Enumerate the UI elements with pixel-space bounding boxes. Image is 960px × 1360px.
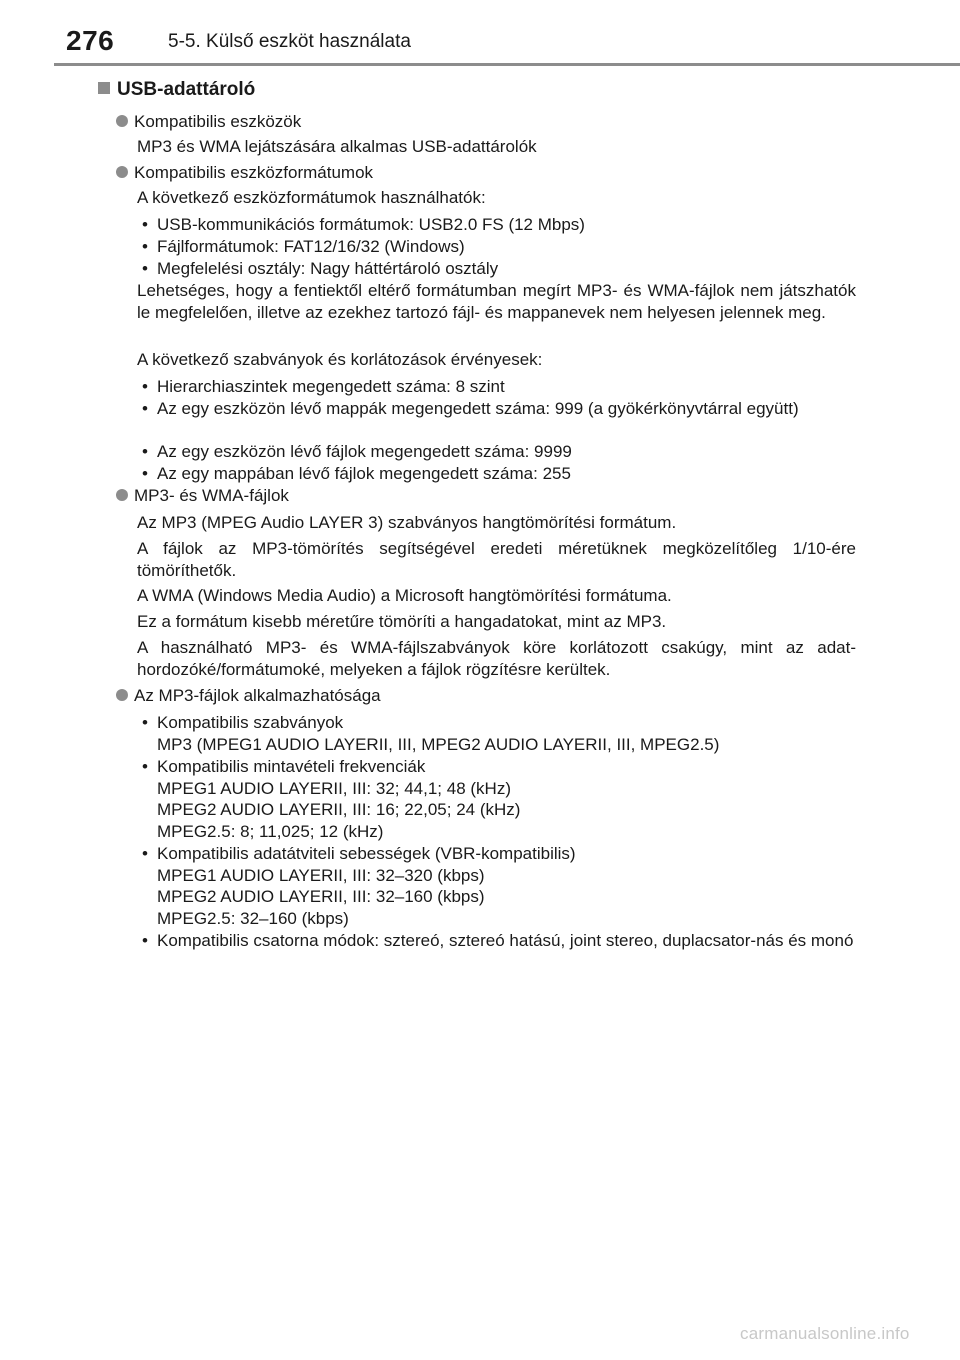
bullet-heading-compat-devices: Kompatibilis eszközök	[116, 111, 301, 133]
chapter-title: 5-5. Külső eszköt használata	[168, 31, 411, 52]
paragraph: A fájlok az MP3-tömörítés segítségével eredeti méretüknek megközelítőleg 1/10-ére tömöríthetők.	[137, 539, 856, 580]
bullet-heading-mp3-wma: MP3- és WMA-fájlok	[116, 485, 289, 507]
paragraph: A következő szabványok és korlátozások érvényesek:	[137, 350, 543, 369]
circle-bullet-icon	[116, 166, 128, 178]
square-bullet-icon	[98, 82, 110, 94]
section-title: USB-adattároló	[98, 78, 255, 102]
circle-bullet-icon	[116, 689, 128, 701]
list-item: • Az egy eszközön lévő fájlok megengedett száma: 9999	[142, 442, 572, 461]
paragraph: Az MP3 (MPEG Audio LAYER 3) szabványos hangtömörítési formátum.	[137, 513, 677, 532]
bullet-heading-formats: Kompatibilis eszközformátumok	[116, 162, 373, 184]
circle-bullet-icon	[116, 489, 128, 501]
paragraph: MP3 és WMA lejátszására alkalmas USB-adattárolók	[137, 137, 537, 156]
list-item: • Fájlformátumok: FAT12/16/32 (Windows)	[142, 237, 465, 256]
circle-bullet-icon	[116, 115, 128, 127]
paragraph: A következő eszközformátumok használhatók:	[137, 188, 486, 207]
list-item: • Az egy mappában lévő fájlok megengedett száma: 255	[142, 464, 571, 483]
list-item: • Kompatibilis adatátviteli sebességek (VBR-kompatibilis) MPEG1 AUDIO LAYERII, III: 32–320 (kbps) MPEG2 AUDIO LAYERII, III: 32–160 (kbps) MPEG2.5: 32–160 (kbps)	[142, 844, 576, 928]
watermark-text: carmanualsonline.info	[740, 1324, 910, 1343]
paragraph: A használható MP3- és WMA-fájlszabványok köre korlátozott csakúgy, mint az adat-hordozóké/formátumoké, melyeken a fájlok rögzítésre kerültek.	[137, 638, 856, 679]
header-rule	[54, 63, 960, 66]
paragraph: Ez a formátum kisebb méretűre tömöríti a hangadatokat, mint az MP3.	[137, 612, 667, 631]
page-number: 276	[66, 25, 115, 56]
list-item: • Kompatibilis csatorna módok: sztereó, sztereó hatású, joint stereo, duplacsator-nás és monó	[142, 931, 854, 950]
list-item: • Hierarchiaszintek megengedett száma: 8 szint	[142, 377, 505, 396]
list-item: • Kompatibilis mintavételi frekvenciák MPEG1 AUDIO LAYERII, III: 32; 44,1; 48 (kHz) MPEG2 AUDIO LAYERII, III: 16; 22,05; 24 (kHz) MPEG2.5: 8; 11,025; 12 (kHz)	[142, 757, 521, 841]
list-item: • Megfelelési osztály: Nagy háttértároló osztály	[142, 259, 499, 278]
page-header	[0, 0, 960, 56]
list-item: • Az egy eszközön lévő mappák megengedett száma: 999 (a gyökérkönyvtárral együtt)	[142, 399, 799, 418]
paragraph: Lehetséges, hogy a fentiektől eltérő formátumban megírt MP3- és WMA-fájlok nem játszhatók le megfelelően, illetve az ezekhez tartozó fájl- és mappanevek nem helyesen jelennek meg.	[137, 281, 856, 322]
list-item: • USB-kommunikációs formátumok: USB2.0 FS (12 Mbps)	[142, 215, 585, 234]
paragraph: A WMA (Windows Media Audio) a Microsoft hangtömörítési formátuma.	[137, 586, 672, 605]
bullet-heading-mp3-applicability: Az MP3-fájlok alkalmazhatósága	[116, 685, 381, 707]
list-item: • Kompatibilis szabványok MP3 (MPEG1 AUDIO LAYERII, III, MPEG2 AUDIO LAYERII, III, MPEG2.5)	[142, 713, 720, 754]
